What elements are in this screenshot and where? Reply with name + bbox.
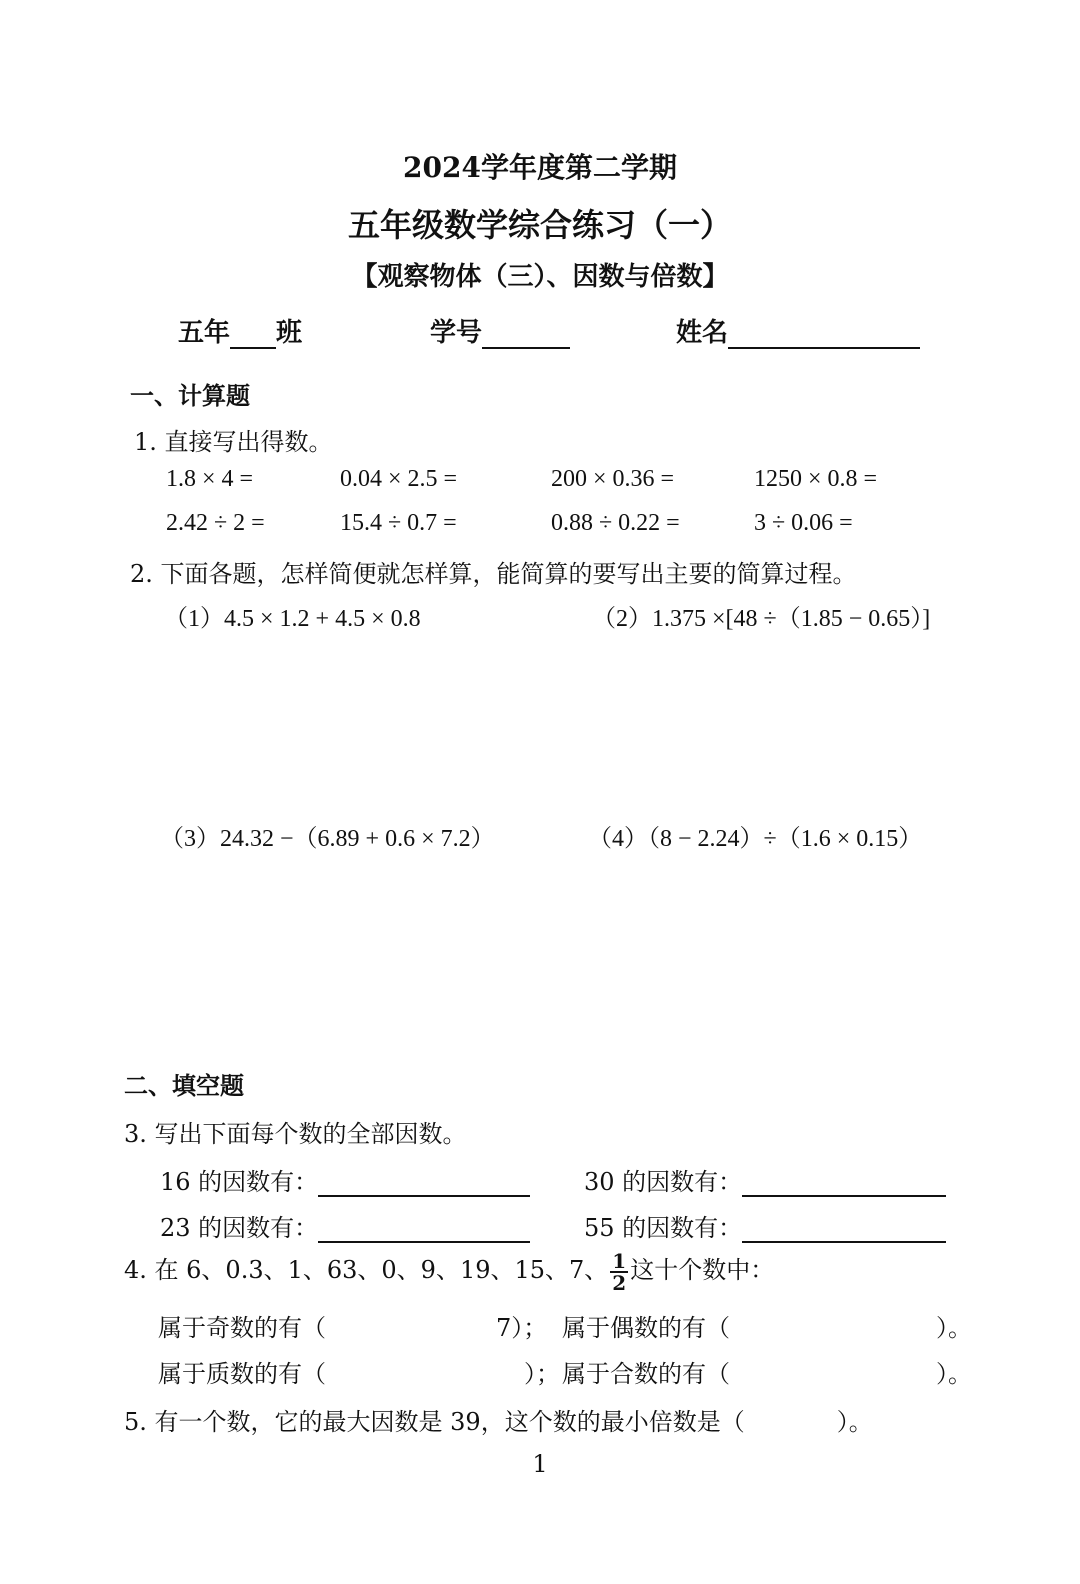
answer-blank[interactable] — [318, 1215, 530, 1243]
q2-item-2: （2）1.375 ×[48 ÷（1.85 − 0.65）] — [592, 606, 931, 632]
q2-item-3: （3）24.32 −（6.89 + 0.6 × 7.2） — [160, 826, 495, 852]
answer-blank[interactable] — [742, 1169, 946, 1197]
page-number: 1 — [532, 1450, 548, 1478]
term-heading: 2024学年度第二学期 — [403, 151, 677, 184]
handwritten-answer: 7 — [496, 1314, 512, 1342]
fraction-half: $\frac{1}{2}$ — [612, 1248, 627, 1295]
section-2-title: 二、填空题 — [124, 1071, 244, 1100]
class-field: 五年 班 — [178, 318, 303, 348]
q2-label: 2. 下面各题，怎样简便就怎样算，能简算的要写出主要的简算过程。 — [130, 560, 857, 588]
q4-even-field: 属于偶数的有（ ）。 — [562, 1314, 972, 1342]
name-blank[interactable] — [728, 317, 920, 349]
calc-item: 3 ÷ 0.06 = — [754, 510, 853, 536]
q4-prime-field: 属于质数的有（ ）； — [158, 1360, 560, 1388]
calc-item: 0.88 ÷ 0.22 = — [551, 510, 680, 536]
q4-composite-field: 属于合数的有（ ）。 — [562, 1360, 972, 1388]
factor-item: 16 的因数有： — [160, 1162, 530, 1197]
student-no-blank[interactable] — [482, 317, 570, 349]
calc-item: 0.04 × 2.5 = — [340, 466, 458, 492]
q3-label: 3. 写出下面每个数的全部因数。 — [124, 1120, 467, 1148]
calc-item: 15.4 ÷ 0.7 = — [340, 510, 457, 536]
section-1-title: 一、计算题 — [130, 381, 250, 410]
q2-item-1: （1）4.5 × 1.2 + 4.5 × 0.8 — [164, 606, 421, 632]
page-subtitle: 【观察物体（三）、因数与倍数】 — [351, 262, 729, 292]
class-blank[interactable] — [230, 317, 276, 349]
calc-item: 200 × 0.36 = — [551, 466, 675, 492]
factor-item: 30 的因数有： — [584, 1162, 946, 1197]
student-no-field: 学号 — [430, 312, 570, 349]
answer-blank[interactable] — [318, 1169, 530, 1197]
q4-odd-field: 属于奇数的有（ 7）； — [158, 1314, 548, 1342]
factor-item: 55 的因数有： — [584, 1208, 946, 1243]
calc-item: 1.8 × 4 = — [166, 466, 254, 492]
q2-item-4: （4）（8 − 2.24）÷（1.6 × 0.15） — [588, 826, 923, 852]
name-field: 姓名 — [676, 312, 920, 349]
answer-blank[interactable] — [742, 1215, 946, 1243]
q4-label: 4. 在 6、0.3、1、63、0、9、19、15、7、 $\frac{1}{2}$ 这十个数中： — [124, 1248, 775, 1295]
factor-item: 23 的因数有： — [160, 1208, 530, 1243]
q5-label: 5. 有一个数，它的最大因数是 39，这个数的最小倍数是（ ）。 — [124, 1408, 873, 1436]
calc-item: 2.42 ÷ 2 = — [166, 510, 265, 536]
q1-label: 1. 直接写出得数。 — [134, 428, 333, 456]
calc-item: 1250 × 0.8 = — [754, 466, 878, 492]
page-title: 五年级数学综合练习（一） — [347, 206, 732, 244]
